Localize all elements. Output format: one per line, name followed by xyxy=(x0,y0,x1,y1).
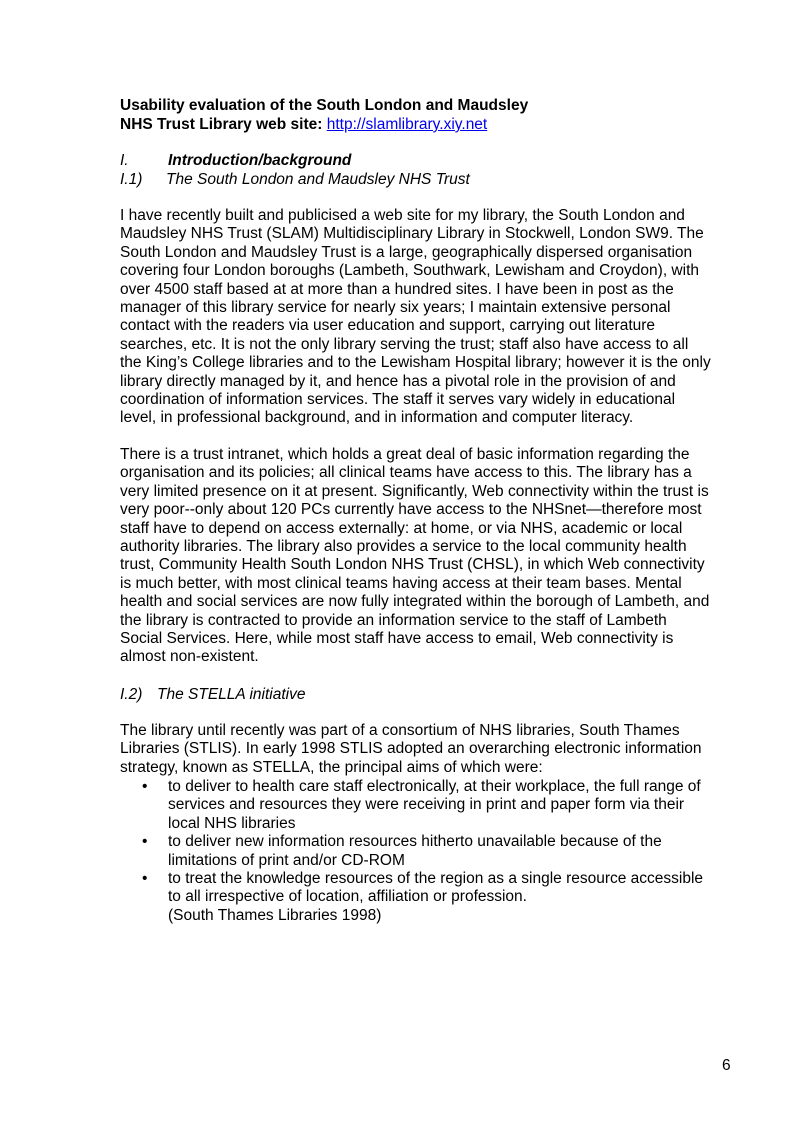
subsection-number: I.1) xyxy=(120,171,143,188)
text-line: authority libraries. The library also provides a service to the local community health xyxy=(120,538,687,556)
text-line: Social Services. Here, while most staff have access to email, Web connectivity is xyxy=(120,630,674,648)
section-heading-1 xyxy=(120,151,740,170)
page-number: 6 xyxy=(722,1057,731,1074)
document-title xyxy=(120,96,740,134)
text-line: library directly managed by it, and hence has a pivotal role in the provision of and xyxy=(120,372,676,390)
text-line: to treat the knowledge resources of the region as a single resource accessible xyxy=(168,870,704,888)
text-line: contact with the readers via user education and support, carrying out literature xyxy=(120,317,656,335)
text-line: over 4500 staff based at at more than a hundred sites. I have been in post as the xyxy=(120,280,674,298)
text-line: to deliver to health care staff electronically, at their workplace, the full range of xyxy=(168,778,701,795)
text-line: South London and Maudsley Trust is a large, geographically dispersed organisation xyxy=(120,243,693,261)
title-line-2 xyxy=(120,115,740,134)
subsection-title: The STELLA initiative xyxy=(157,686,306,703)
text-line: to all irrespective of location, affiliation or profession. xyxy=(168,888,527,906)
text-line: I have recently built and publicised a web site for my library, the South London and xyxy=(120,207,685,224)
text-line: limitations of print and/or CD-ROM xyxy=(168,851,405,869)
section-title: Introduction/background xyxy=(168,152,352,169)
text-line: There is a trust intranet, which holds a great deal of basic information regarding the xyxy=(120,446,690,463)
bullet-icon: • xyxy=(142,870,148,888)
section-number: I. xyxy=(120,152,129,169)
bullet-icon: • xyxy=(142,833,148,851)
text-line: to deliver new information resources hitherto unavailable because of the xyxy=(168,833,662,851)
text-line: local NHS libraries xyxy=(168,814,296,832)
subsection-heading-1-1 xyxy=(120,170,740,189)
text-line: The library until recently was part of a consortium of NHS libraries, South Thames xyxy=(120,722,680,739)
list-item xyxy=(120,833,732,870)
text-line: coordination of information services. The staff it serves vary widely in educational xyxy=(120,391,676,409)
text-line: searches, etc. It is not the only library serving the trust; staff also have access to all xyxy=(120,335,689,353)
text-line: strategy, known as STELLA, the principal aims of which were: xyxy=(120,758,543,776)
text-line: covering four London boroughs (Lambeth, Southwark, Lewisham and Croydon), with xyxy=(120,262,699,280)
paragraph-2 xyxy=(120,446,732,667)
text-line: Libraries (STLIS). In early 1998 STLIS adopted an overarching electronic information xyxy=(120,740,702,758)
text-line: trust, Community Health South London NHS Trust (CHSL), in which Web connectivity xyxy=(120,556,705,574)
text-line: Maudsley NHS Trust (SLAM) Multidisciplinary Library in Stockwell, London SW9. The xyxy=(120,225,704,243)
library-website-link[interactable]: http://slamlibrary.xiy.net xyxy=(326,116,488,133)
text-line: organisation and its policies; all clinical teams have access to this. The library has a xyxy=(120,464,692,482)
citation: (South Thames Libraries 1998) xyxy=(168,906,382,924)
text-line: level, in professional background, and in information and computer literacy. xyxy=(120,409,634,427)
text-line: very poor--only about 120 PCs currently have access to the NHSnet—therefore most xyxy=(120,501,702,519)
list-item xyxy=(120,870,732,907)
subsection-number: I.2) xyxy=(120,686,143,703)
bullet-icon: • xyxy=(142,778,148,795)
text-line: manager of this library service for nearly six years; I maintain extensive personal xyxy=(120,299,671,317)
text-line: the library is contracted to provide an information service to the staff of Lambeth xyxy=(120,611,667,629)
text-line: very limited presence on it at present. Significantly, Web connectivity within the trust is xyxy=(120,482,709,500)
text-line: staff have to depend on access externally: at home, or via NHS, academic or local xyxy=(120,519,683,537)
aims-bullet-list xyxy=(120,778,732,925)
text-line: health and social services are now fully integrated within the borough of Lambeth, and xyxy=(120,593,710,611)
list-item xyxy=(120,778,732,833)
subsection-heading-1-2 xyxy=(120,685,740,704)
paragraph-3 xyxy=(120,722,732,777)
paragraph-1 xyxy=(120,207,732,428)
text-line: is much better, with most clinical teams having access at their team bases. Mental xyxy=(120,574,682,592)
subsection-title: The South London and Maudsley NHS Trust xyxy=(166,171,470,188)
title-line-2-prefix: NHS Trust Library web site: xyxy=(120,116,323,133)
text-line: services and resources they were receiving in print and paper form via their xyxy=(168,796,685,814)
text-line: the King’s College libraries and to the Lewisham Hospital library; however it is the only xyxy=(120,354,711,372)
title-line-1: Usability evaluation of the South London and Maudsley xyxy=(120,97,529,114)
text-line: almost non-existent. xyxy=(120,648,259,666)
